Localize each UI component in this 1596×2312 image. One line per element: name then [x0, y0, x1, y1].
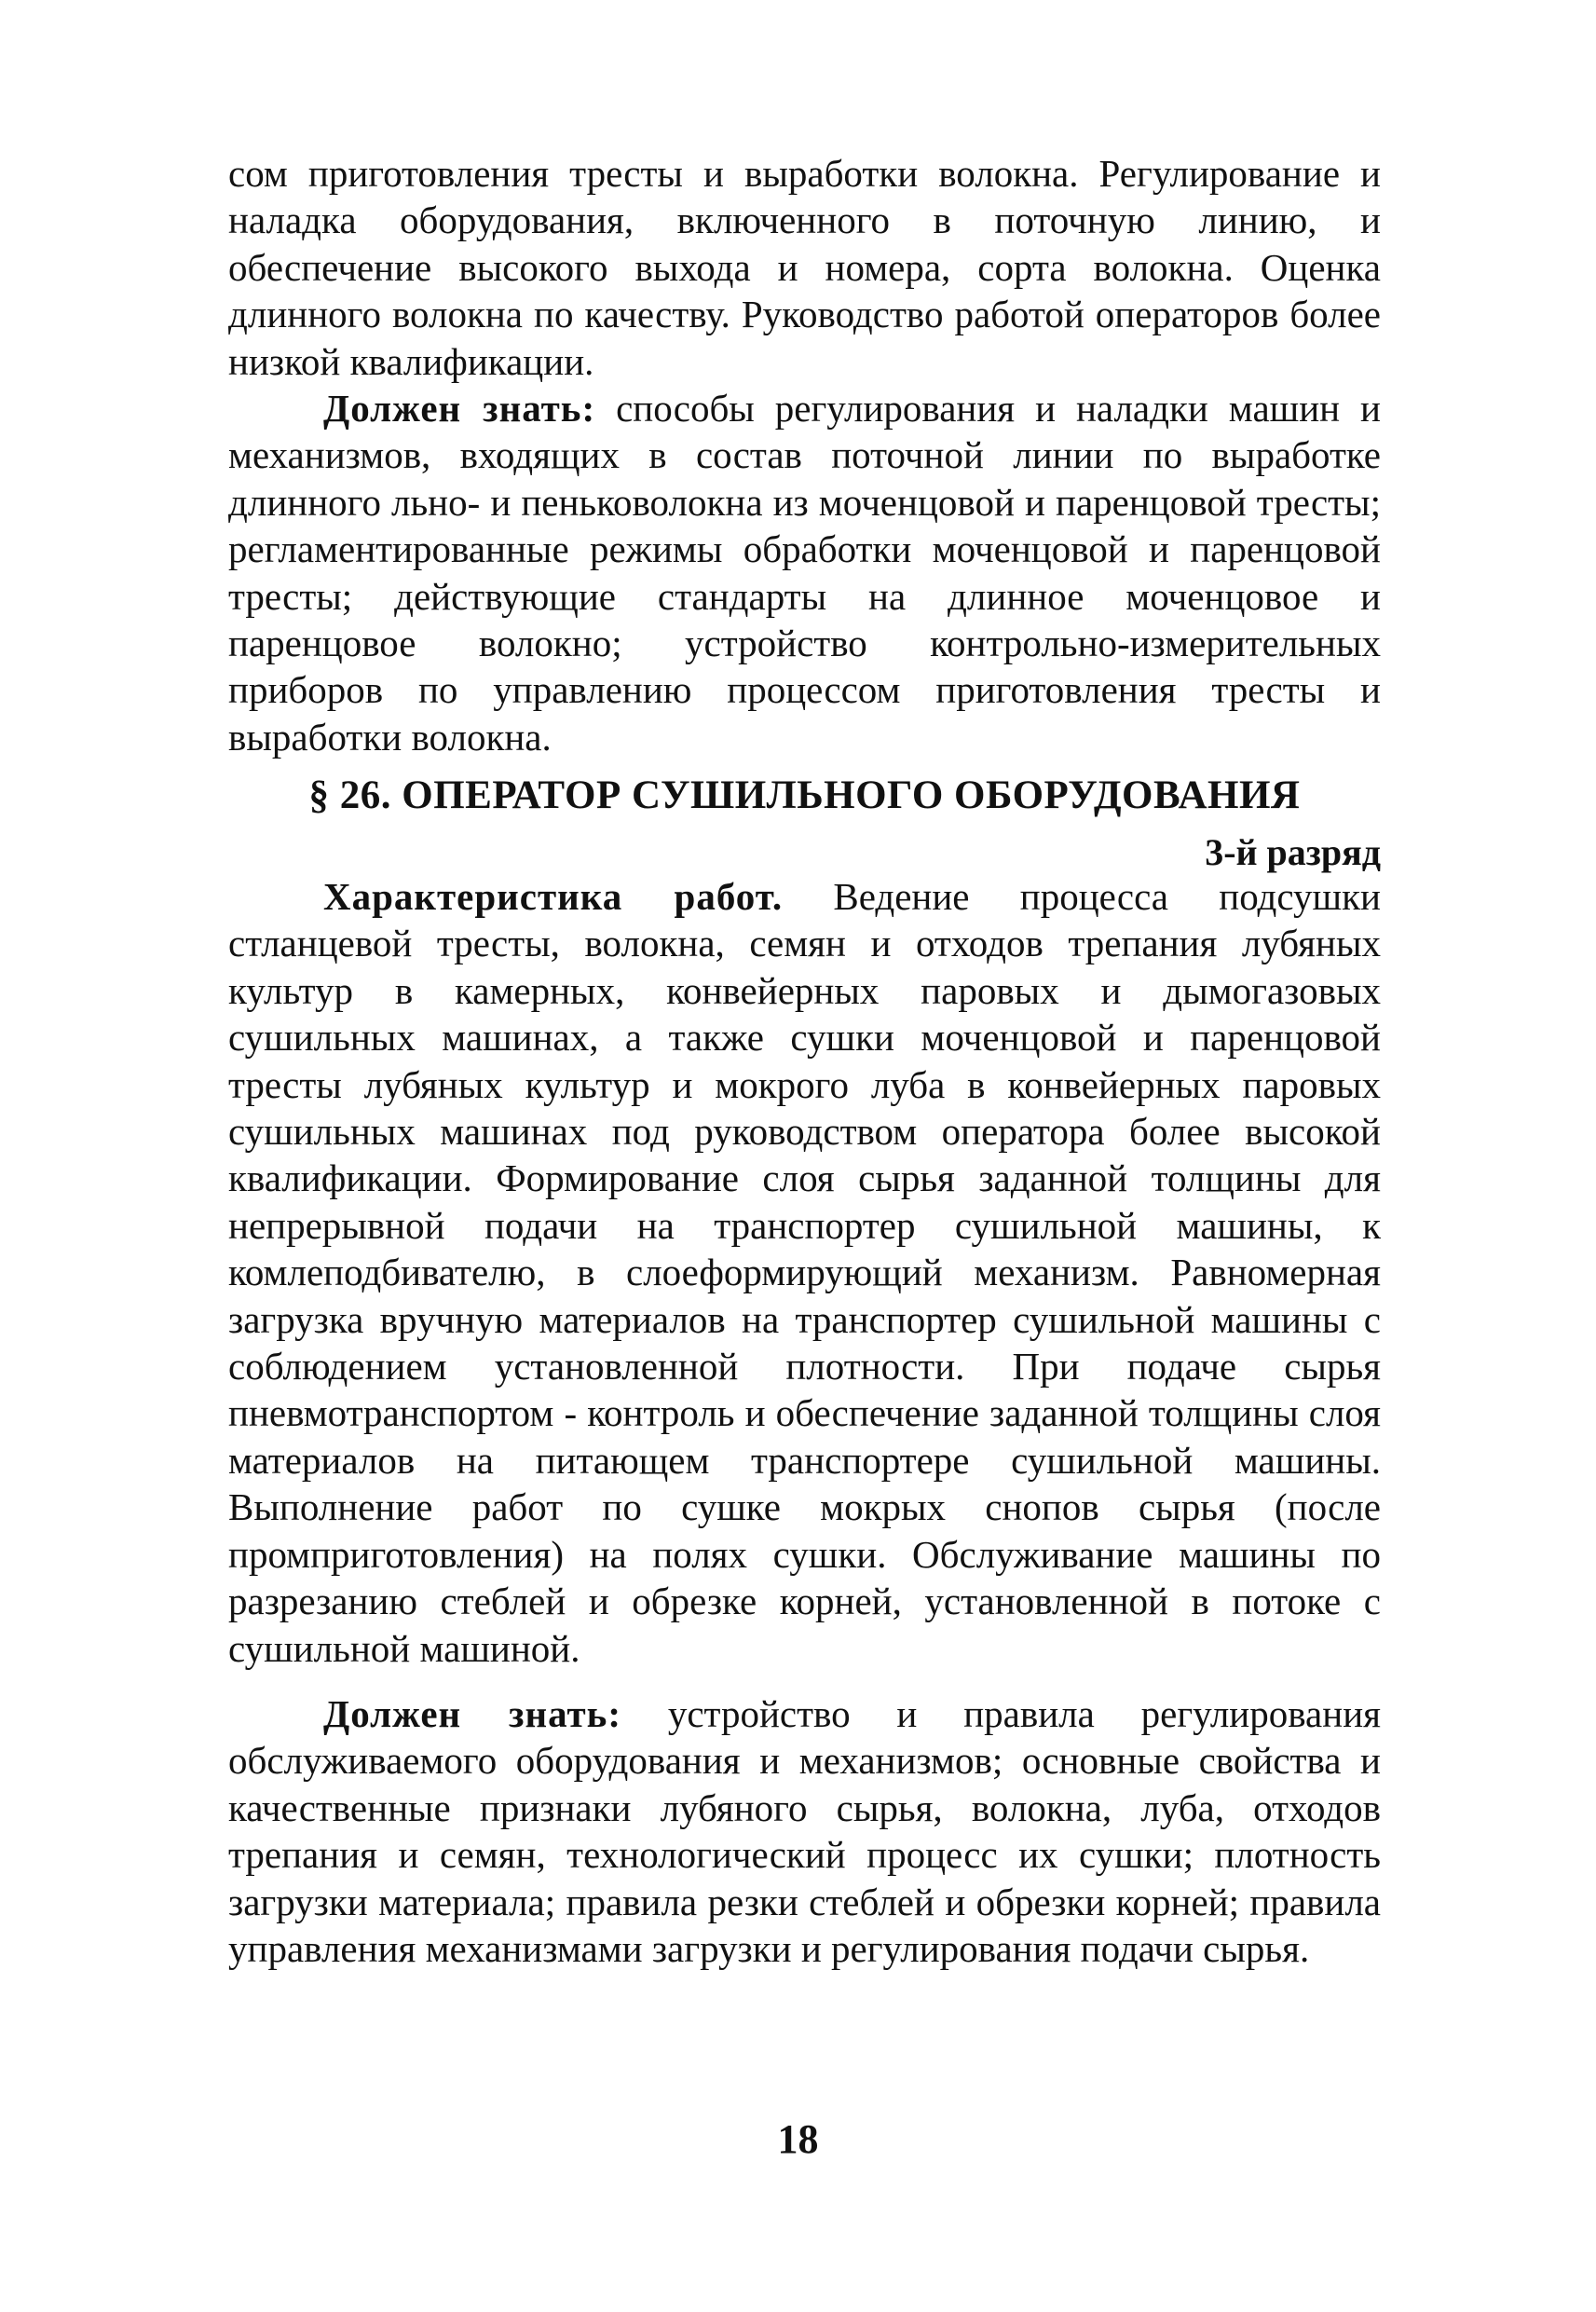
work-characteristics-text: Ведение процесса подсушки стланцевой тресты, волокна, семян и отходов трепания лубяных культур в камерных, конвейерных паровых и дымогазовых сушильных машинах, а также сушки моченцовой и паренцовой тресты лубяных культур и мокрого луба в конвейерных паровых сушильных машинах под руководством оператора более высокой квалификации. Формирование слоя сырья заданной толщины для непрерывной подачи на транспортер сушильной машины, к комлеподбивателю, в слоеформирующий механизм. Равномерная загрузка вручную материалов на транспортер сушильной машины с соблюдением установленной плотности. При подаче сырья пневмотранспортом - контроль и обеспечение заданной толщины слоя материалов на питающем транспортере сушильной машины. Выполнение работ по сушке мокрых снопов сырья (после промприготовления) на полях сушки. Обслуживание машины по разрезанию стеблей и обрезке корней, установленной в потоке с сушильной машиной.	[228, 875, 1381, 1670]
work-characteristics-paragraph	[228, 873, 1381, 1672]
knowledge-paragraph-section	[228, 1690, 1381, 1972]
continuation-paragraph: сом приготовления тресты и выработки волокна. Регулирование и наладка оборудования, включенного в поточную линию, и обеспечение высокого выхода и номера, сорта волокна. Оценка длинного волокна по качеству. Руководство работой операторов более низкой квалификации.	[228, 152, 1381, 383]
page-number: 18	[777, 2116, 819, 2162]
knowledge-paragraph-intro	[228, 385, 1381, 760]
knowledge-label: Должен знать:	[323, 387, 596, 431]
intro-text-block	[228, 150, 1381, 760]
knowledge-label: Должен знать:	[323, 1691, 622, 1735]
section-text-block	[228, 873, 1381, 1972]
knowledge-text: устройство и правила регулирования обслуживаемого оборудования и механизмов; основные свойства и качественные признаки лубяного сырья, волокна, луба, отходов трепания и семян, технологический процесс их сушки; плотность загрузки материала; правила резки стеблей и обрезки корней; правила управления механизмами загрузки и регулирования подачи сырья.	[228, 1691, 1381, 1970]
grade-label: 3-й разряд	[1205, 831, 1381, 873]
work-characteristics-label: Характеристика работ.	[323, 875, 784, 918]
section-heading: § 26. ОПЕРАТОР СУШИЛЬНОГО ОБОРУДОВАНИЯ	[308, 773, 1301, 817]
knowledge-text: способы регулирования и наладки машин и механизмов, входящих в состав поточной линии по выработке длинного льно- и пеньковолокна из моченцовой и паренцовой тресты; регламентированные режимы обработки моченцовой и паренцовой тресты; действующие стандарты на длинное моченцовое и паренцовое волокно; устройство контрольно-измерительных приборов по управлению процессом приготовления тресты и выработки волокна.	[228, 387, 1381, 759]
